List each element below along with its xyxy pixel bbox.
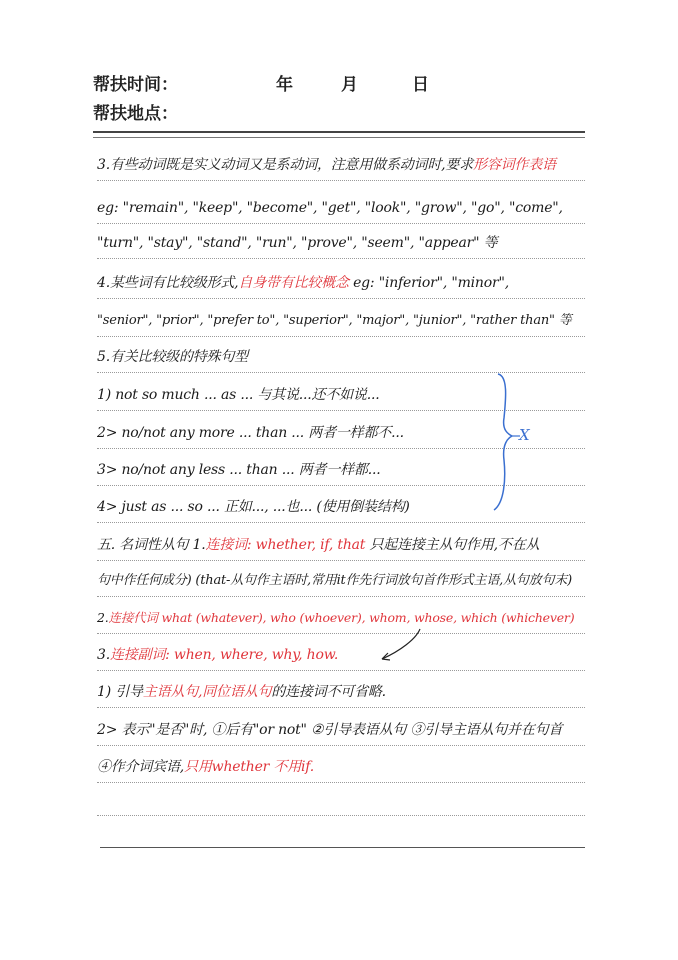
help-place-label: 帮扶地点：: [93, 104, 178, 124]
note-line: eg: "remain", "keep", "become", "get", "look", "grow", "go", "come",: [97, 193, 585, 224]
note-line: 3.连接副词: when, where, why, how.: [97, 640, 585, 671]
note-line: 4.某些词有比较级形式,自身带有比较概念 eg: "inferior", "minor",: [97, 268, 585, 299]
note-line: ④作介词宾语,只用whether 不用if.: [97, 752, 585, 783]
note-line: 五. 名词性从句 1.连接词: whether, if, that 只起连接主从句作用,不在从: [97, 530, 585, 561]
note-line: 2.连接代词 what (whatever), who (whoever), whom, whose, which (whichever): [97, 603, 585, 634]
x-mark: X: [519, 426, 530, 444]
note-line: "senior", "prior", "prefer to", "superior", "major", "junior", "rather than" 等: [97, 306, 585, 337]
header-divider-bottom: [93, 137, 585, 138]
note-line: 5.有关比较级的特殊句型: [97, 342, 585, 373]
header-divider-top: [93, 131, 585, 133]
note-line: 句中作任何成分) (that-从句作主语时,常用it作先行词放句首作形式主语,从句放句末): [97, 566, 585, 597]
month-label: 月: [341, 75, 358, 95]
note-line: [97, 785, 585, 816]
help-time-label: 帮扶时间：: [93, 75, 178, 95]
note-line: 3.有些动词既是实义动词又是系动词，注意用做系动词时,要求形容词作表语: [97, 150, 585, 181]
day-label: 日: [412, 75, 429, 95]
note-line: 2> 表示"是否"时, ①后有"or not" ②引导表语从句 ③引导主语从句并在句首: [97, 715, 585, 746]
note-line: 1) 引导主语从句,同位语从句的连接词不可省略.: [97, 677, 585, 708]
note-line: 3> no/not any less ... than ... 两者一样都...: [97, 455, 585, 486]
note-line: "turn", "stay", "stand", "run", "prove", "seem", "appear" 等: [97, 228, 585, 259]
note-line: 2> no/not any more ... than ... 两者一样都不...: [97, 418, 585, 449]
note-line: 4> just as ... so ... 正如..., ...也... (使用倒装结构): [97, 492, 585, 523]
arrow-mark: [370, 625, 430, 665]
note-line: 1) not so much ... as ... 与其说...还不如说...: [97, 380, 585, 411]
bottom-divider: [100, 847, 585, 848]
year-label: 年: [276, 75, 293, 95]
